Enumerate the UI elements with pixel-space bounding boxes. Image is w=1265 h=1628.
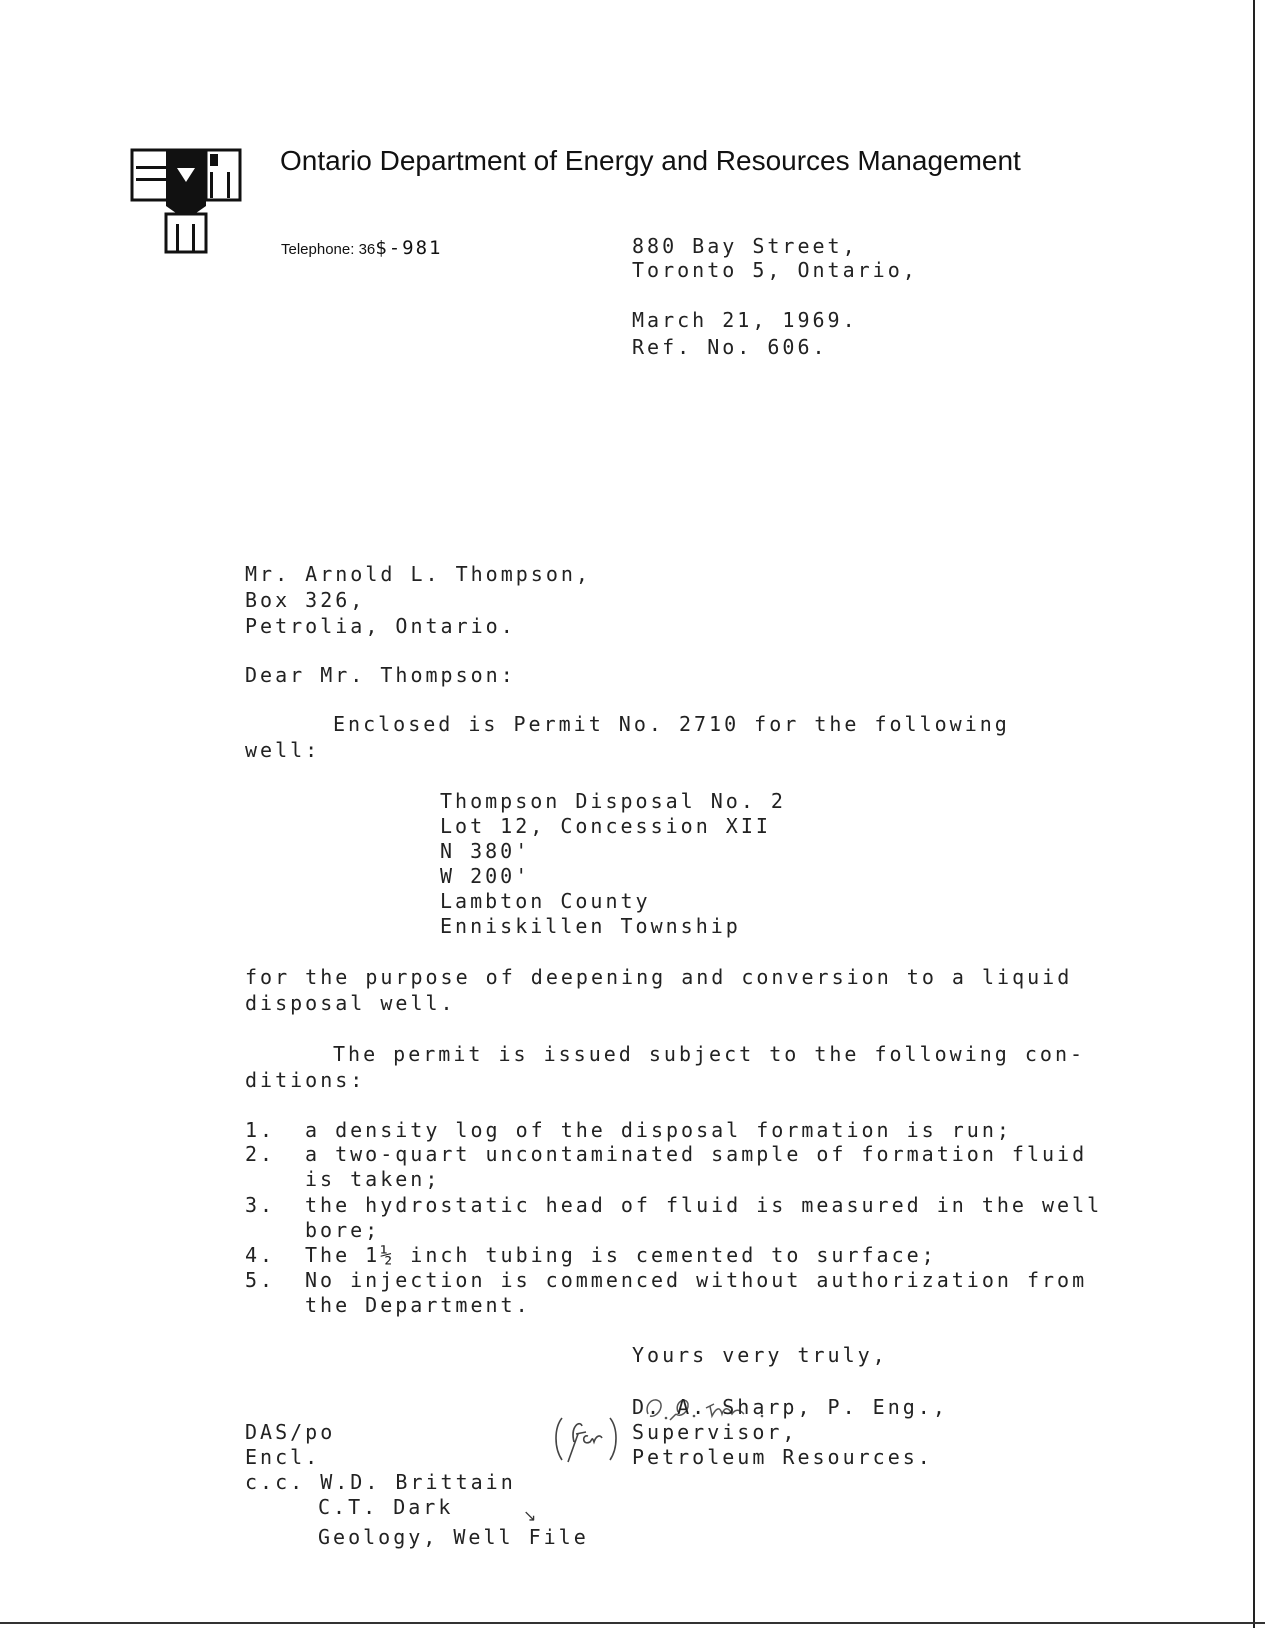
handwritten-for-mark [552, 1412, 622, 1468]
signatory-line: Petroleum Resources. [632, 1445, 933, 1469]
well-detail: Lambton County [440, 889, 651, 913]
recipient-line: Box 326, [245, 588, 366, 612]
typist-reference: DAS/po [245, 1420, 336, 1444]
telephone-number: $-981 [375, 237, 443, 259]
check-mark-icon: ↘ [523, 1508, 537, 1525]
body-line: The permit is issued subject to the following con- [333, 1042, 1086, 1066]
condition-text: The 1½ inch tubing is cemented to surface; [305, 1243, 937, 1267]
condition-text: the hydrostatic head of fluid is measured in the well [305, 1193, 1103, 1217]
body-line: disposal well. [245, 991, 456, 1015]
closing: Yours very truly, [632, 1343, 888, 1367]
well-detail: Lot 12, Concession XII [440, 814, 771, 838]
condition-number: 2. [245, 1142, 276, 1166]
telephone [281, 237, 442, 259]
page-edge-bottom [0, 1622, 1265, 1624]
condition-number: 5. [245, 1268, 276, 1292]
well-detail: W 200' [440, 864, 531, 888]
page-edge-right [1253, 0, 1255, 1628]
telephone-label: Telephone: 36 [281, 241, 376, 258]
condition-number: 1. [245, 1118, 276, 1142]
condition-text: a density log of the disposal formation is run; [305, 1118, 1012, 1142]
body-line: for the purpose of deepening and conversion to a liquid [245, 965, 1073, 989]
recipient-line: Mr. Arnold L. Thompson, [245, 562, 591, 586]
cc-line: Geology, Well File [318, 1525, 589, 1549]
recipient-line: Petrolia, Ontario. [245, 614, 516, 638]
well-detail: Enniskillen Township [440, 914, 741, 938]
department-name: Ontario Department of Energy and Resources Management [280, 145, 1021, 176]
condition-number: 4. [245, 1243, 276, 1267]
body-line: Enclosed is Permit No. 2710 for the following [333, 712, 1010, 736]
well-detail: N 380' [440, 839, 531, 863]
enclosure-note: Encl. [245, 1445, 321, 1469]
salutation: Dear Mr. Thompson: [245, 663, 516, 687]
well-detail: Thompson Disposal No. 2 [440, 789, 786, 813]
signatory-line: Supervisor, [632, 1420, 798, 1444]
condition-text: No injection is commenced without authorization from [305, 1268, 1088, 1292]
body-line: ditions: [245, 1068, 366, 1092]
reference-number: Ref. No. 606. [632, 335, 828, 359]
condition-number: 3. [245, 1193, 276, 1217]
erm-logo-icon [130, 148, 242, 256]
condition-text: is taken; [305, 1167, 441, 1191]
cc-line: c.c. W.D. Brittain [245, 1470, 516, 1494]
body-line: well: [245, 738, 321, 762]
condition-text: the Department. [305, 1293, 531, 1317]
cc-line: C.T. Dark [318, 1495, 454, 1519]
condition-text: a two-quart uncontaminated sample of formation fluid [305, 1142, 1088, 1166]
sender-address-line: Toronto 5, Ontario, [632, 258, 918, 282]
sender-address-line: 880 Bay Street, [632, 234, 858, 258]
condition-text: bore; [305, 1218, 381, 1242]
letter-date: March 21, 1969. [632, 308, 858, 332]
signatory-line: D. A. Sharp, P. Eng., [632, 1395, 948, 1419]
